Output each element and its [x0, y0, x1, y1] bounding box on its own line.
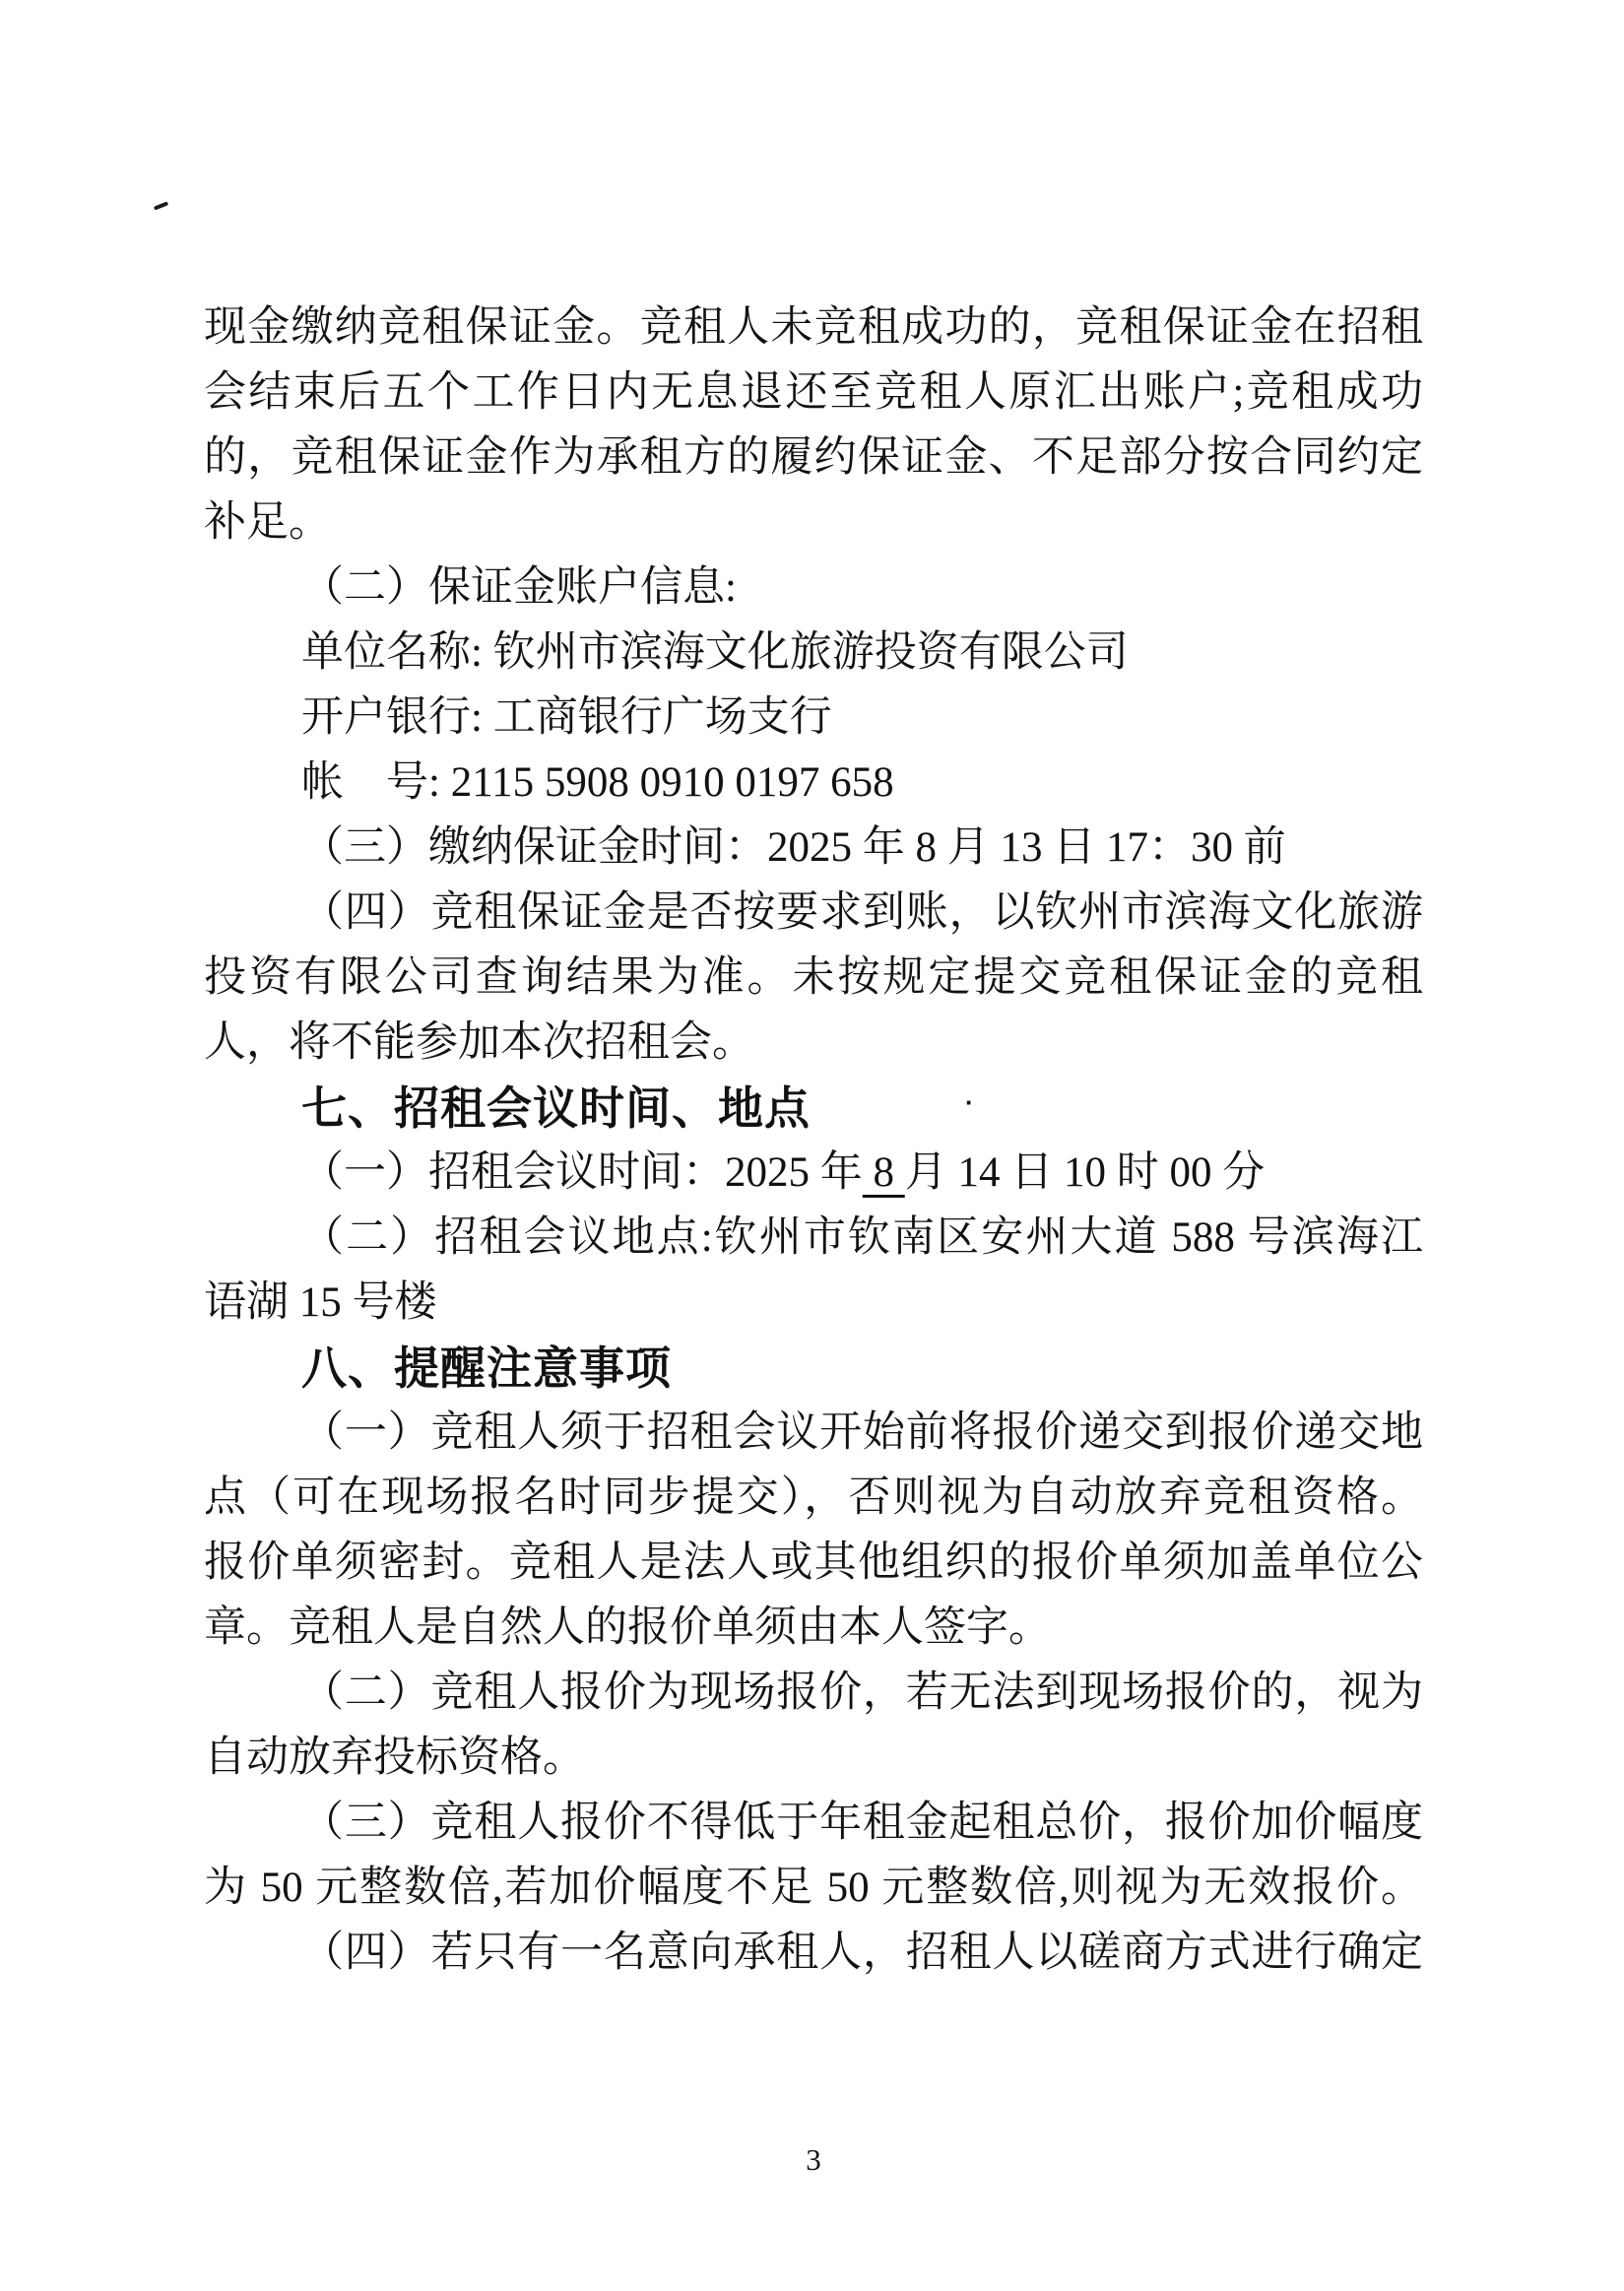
document-body	[204, 295, 1423, 1986]
text-line: 的，竞租保证金作为承租方的履约保证金、不足部分按合同约定	[204, 434, 1423, 481]
text-line: 单位名称: 钦州市滨海文化旅游投资有限公司	[301, 629, 1129, 676]
text-line	[204, 1141, 1423, 1206]
scan-artifact-dash	[154, 201, 168, 210]
underlined-value: 8	[862, 1149, 905, 1196]
text-line: 语湖 15 号楼	[204, 1279, 437, 1326]
heading-line: 八、提醒注意事项	[301, 1342, 672, 1394]
text-line: 自动放弃投标资格。	[204, 1735, 585, 1781]
heading-line: 七、招租会议时间、地点 ·	[204, 1076, 1423, 1141]
text-line: 投资有限公司查询结果为准。未按规定提交竞租保证金的竞租	[204, 954, 1423, 1001]
text-line: （三）竞租人报价不得低于年租金起租总价，报价加价幅度	[301, 1800, 1423, 1846]
text-line: （二）竞租人报价为现场报价，若无法到现场报价的，视为	[301, 1669, 1423, 1716]
page-number: 3	[806, 2142, 821, 2177]
text-line: 章。竞租人是自然人的报价单须由本人签字。	[204, 1604, 1051, 1651]
text-line: （四）若只有一名意向承租人，招租人以磋商方式进行确定	[301, 1930, 1423, 1976]
line-text: 月 14 日 10 时 00 分	[904, 1149, 1266, 1196]
text-line: 人，将不能参加本次招租会。	[204, 1019, 754, 1066]
text-line: 开户银行: 工商银行广场支行	[301, 694, 832, 741]
text-line: 现金缴纳竞租保证金。竞租人未竞租成功的，竞租保证金在招租	[204, 304, 1423, 351]
text-line: （二）保证金账户信息:	[301, 564, 737, 611]
text-line: （一）竞租人须于招租会议开始前将报价递交到报价递交地	[301, 1409, 1423, 1456]
text-line: 报价单须密封。竞租人是法人或其他组织的报价单须加盖单位公	[204, 1539, 1423, 1586]
text-line: 帐 号: 2115 5908 0910 0197 658	[301, 759, 894, 806]
text-line: （二）招租会议地点:钦州市钦南区安州大道 588 号滨海江	[301, 1214, 1423, 1261]
text-line: 点（可在现场报名时同步提交），否则视为自动放弃竞租资格。	[204, 1474, 1423, 1521]
text-line: 会结束后五个工作日内无息退还至竞租人原汇出账户;竞租成功	[204, 369, 1423, 416]
scan-artifact-dot: ·	[965, 1087, 974, 1117]
text-line: （四）竞租保证金是否按要求到账，以钦州市滨海文化旅游	[301, 889, 1423, 936]
line-text: （一）招租会议时间：2025 年	[301, 1149, 863, 1196]
text-line: 为 50 元整数倍,若加价幅度不足 50 元整数倍,则视为无效报价。	[204, 1865, 1423, 1911]
text-line: 补足。	[204, 499, 331, 546]
text-line: （三）缴纳保证金时间：2025 年 8 月 13 日 17：30 前	[301, 824, 1286, 871]
